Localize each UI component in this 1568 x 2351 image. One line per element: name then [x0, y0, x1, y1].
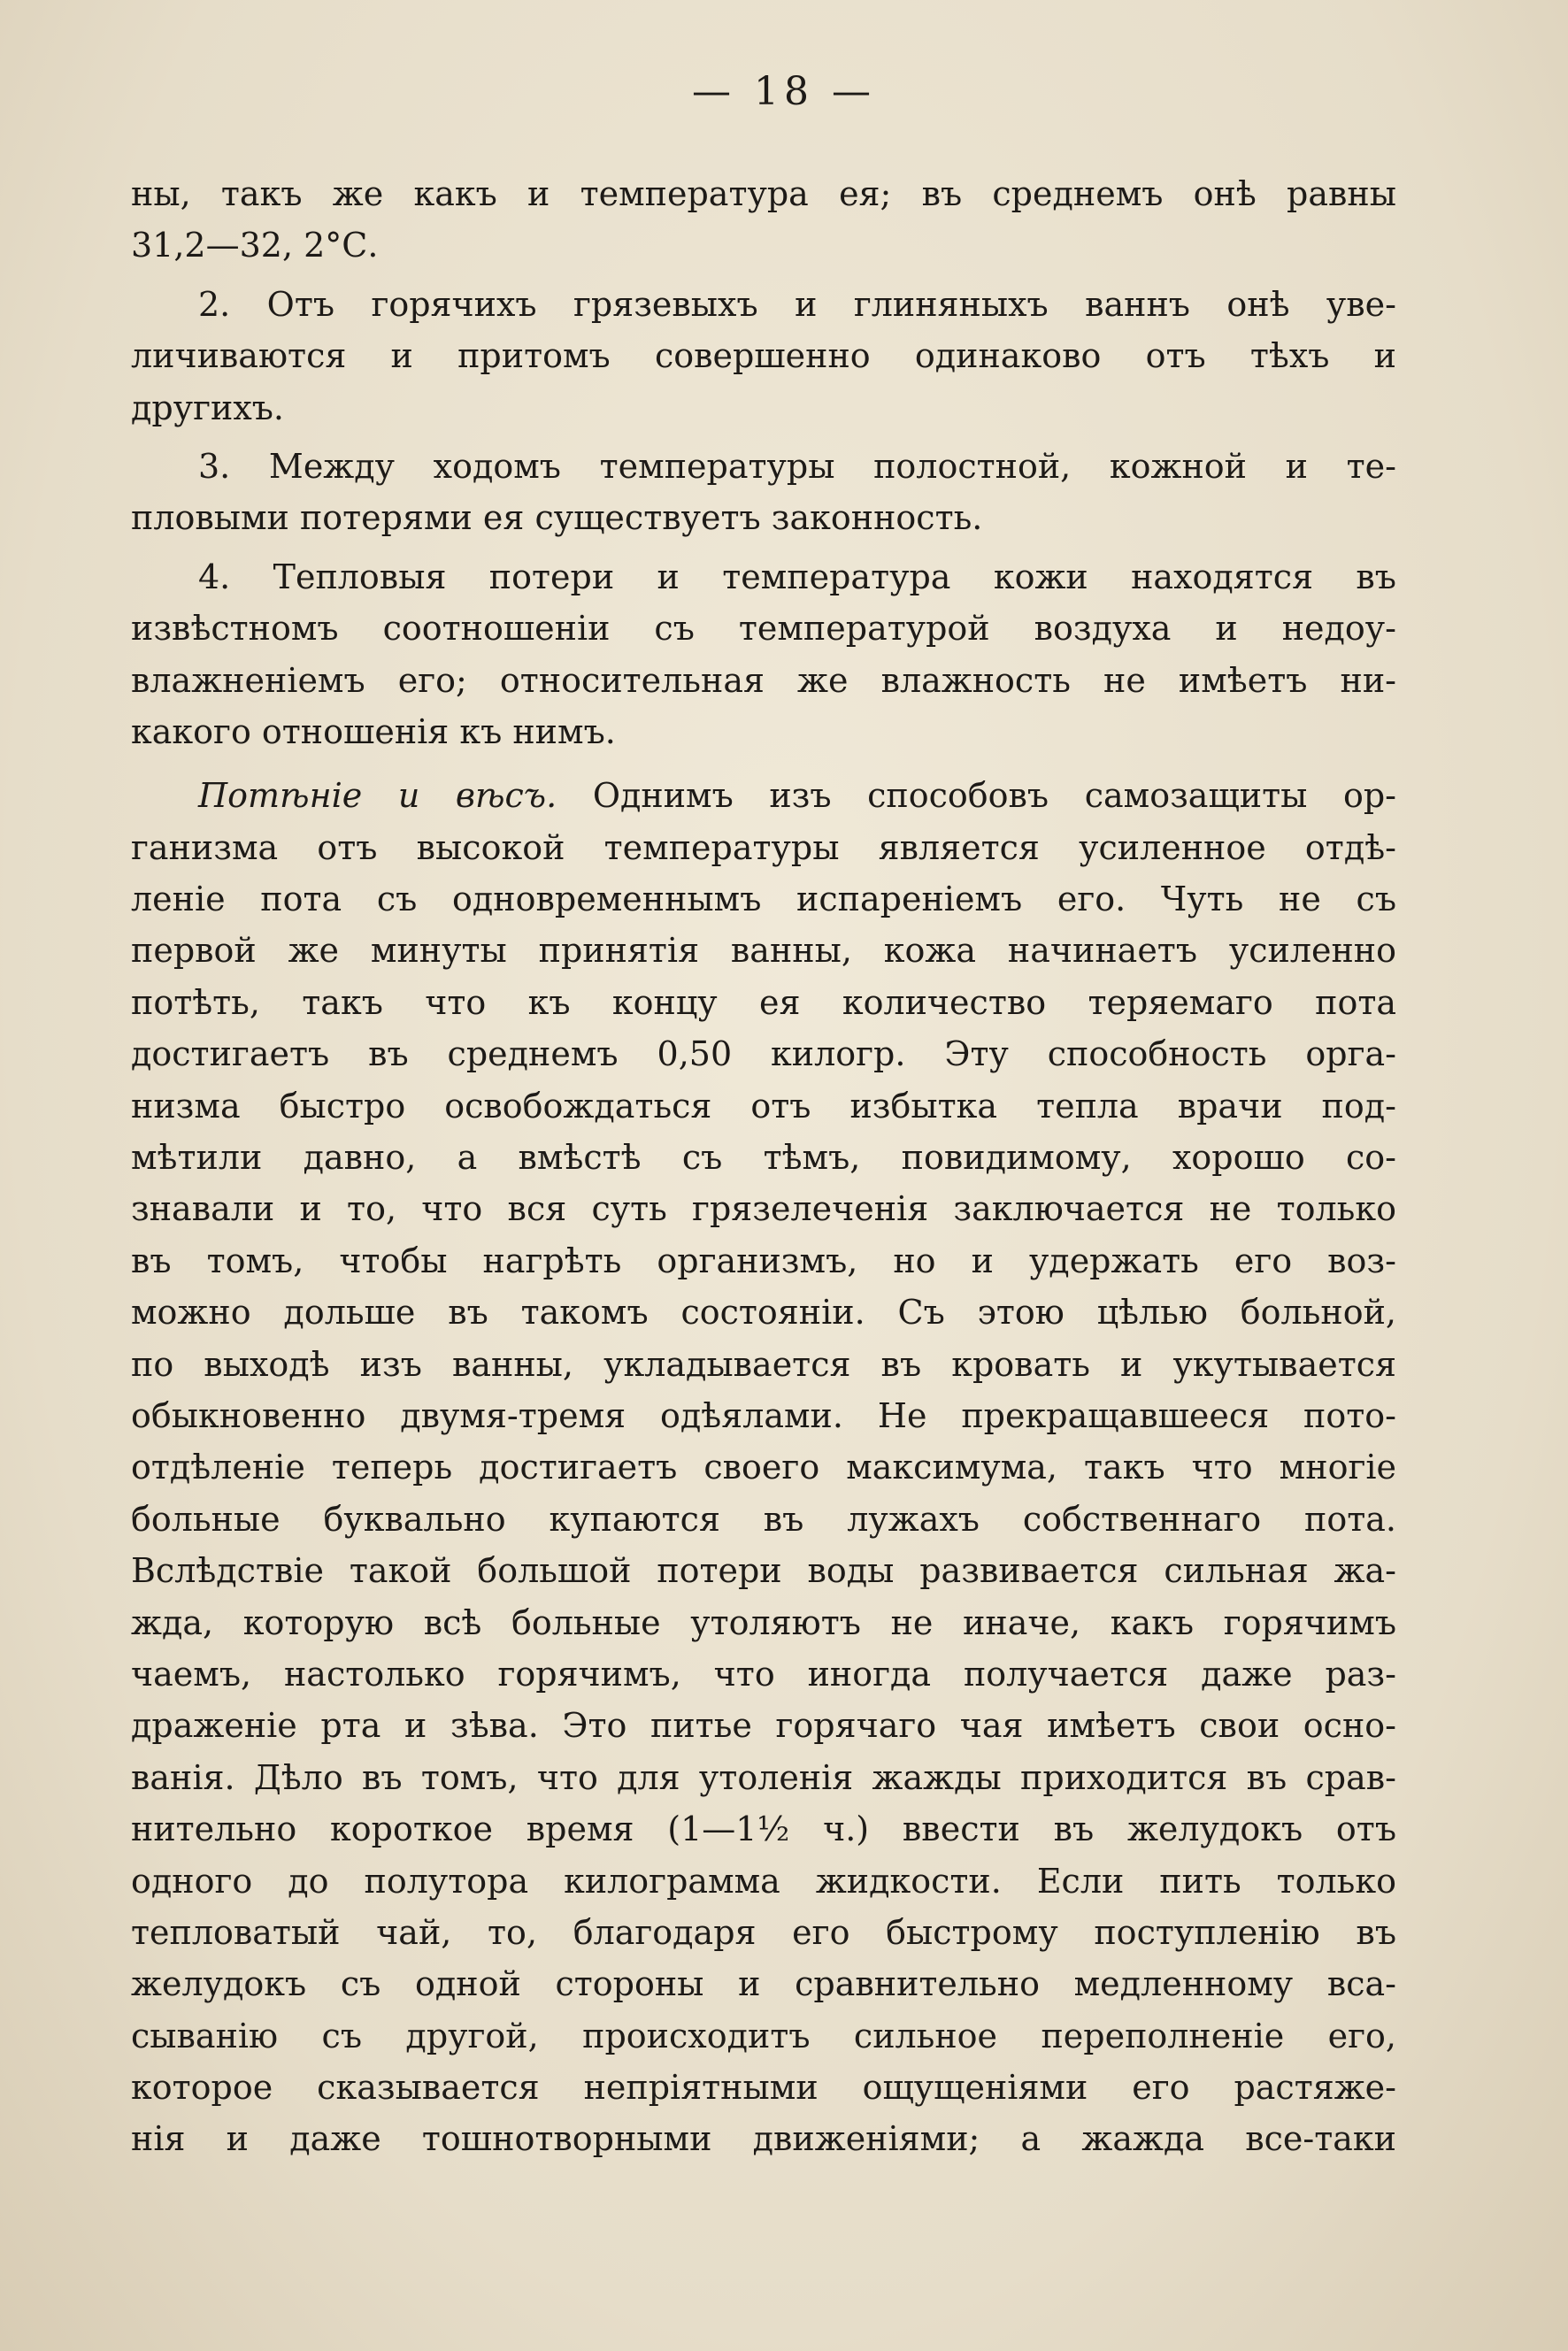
- text-line: больные буквально купаются въ лужахъ собственнаго пота.: [131, 1499, 1396, 1539]
- text-line: нительно короткое время (1—1½ ч.) ввести въ желудокъ отъ: [131, 1809, 1396, 1849]
- text-line: потѣть, такъ что къ концу ея количество теряемаго пота: [131, 982, 1396, 1022]
- text-line: сыванію съ другой, происходитъ сильное переполненіе его,: [131, 2016, 1396, 2055]
- text-line: Вслѣдствіе такой большой потери воды развивается сильная жа-: [131, 1551, 1396, 1591]
- text-line: 4. Тепловыя потери и температура кожи находятся въ: [198, 557, 1396, 596]
- body-text: [131, 168, 1396, 2165]
- text-line: одного до полутора килограмма жидкости. Если пить только: [131, 1861, 1396, 1901]
- text-line: личиваются и притомъ совершенно одинаково отъ тѣхъ и: [131, 336, 1396, 376]
- text-line: 2. Отъ горячихъ грязевыхъ и глиняныхъ ваннъ онѣ уве-: [198, 284, 1396, 324]
- text-line: знавали и то, что вся суть грязелеченія заключается не только: [131, 1189, 1396, 1229]
- text-line: можно дольше въ такомъ состояніи. Съ этою цѣлью больной,: [131, 1293, 1396, 1333]
- text-line: въ томъ, чтобы нагрѣть организмъ, но и удержать его воз-: [131, 1241, 1396, 1280]
- text-line: тепловатый чай, то, благодаря его быстрому поступленію въ: [131, 1912, 1396, 1952]
- text-line: пловыми потерями ея существуетъ законность.: [131, 498, 983, 538]
- text-line: ны, такъ же какъ и температура ея; въ среднемъ онѣ равны: [131, 174, 1396, 213]
- text-line: извѣстномъ соотношеніи съ температурой воздуха и недоу-: [131, 609, 1396, 649]
- page-number: — 18 —: [692, 69, 876, 114]
- text-line: 31,2—32, 2°С.: [131, 226, 379, 265]
- text-line: нія и даже тошнотворными движеніями; а жажда все-таки: [131, 2119, 1396, 2159]
- text-line: желудокъ съ одной стороны и сравнительно медленному вса-: [131, 1964, 1396, 2004]
- text-line: ганизма отъ высокой температуры является усиленное отдѣ-: [131, 827, 1396, 867]
- text-line: драженіе рта и зѣва. Это питье горячаго чая имѣетъ свои осно-: [131, 1706, 1396, 1746]
- text-line: влажненіемъ его; относительная же влажность не имѣетъ ни-: [131, 660, 1396, 700]
- text-line-rest: Однимъ изъ способовъ самозащиты ор-: [592, 776, 1396, 816]
- text-line: жда, которую всѣ больные утоляютъ не иначе, какъ горячимъ: [131, 1602, 1396, 1642]
- text-line: обыкновенно двумя-тремя одѣялами. Не прекращавшееся пото-: [131, 1395, 1396, 1435]
- text-line: достигаетъ въ среднемъ 0,50 килогр. Эту способность орга-: [131, 1034, 1396, 1074]
- text-line: первой же минуты принятія ванны, кожа начинаетъ усиленно: [131, 931, 1396, 971]
- text-line: 3. Между ходомъ температуры полостной, кожной и те-: [198, 446, 1396, 486]
- text-line: другихъ.: [131, 388, 285, 427]
- text-line: по выходѣ изъ ванны, укладывается въ кровать и укутывается: [131, 1344, 1396, 1384]
- text-line: мѣтили давно, а вмѣстѣ съ тѣмъ, повидимому, хорошо со-: [131, 1138, 1396, 1178]
- text-line: чаемъ, настолько горячимъ, что иногда получается даже раз-: [131, 1654, 1396, 1694]
- text-line: отдѣленіе теперь достигаетъ своего максимума, такъ что многіе: [131, 1448, 1396, 1487]
- text-line: какого отношенія къ нимъ.: [131, 711, 616, 751]
- text-line: [131, 770, 1396, 821]
- text-line: низма быстро освобождаться отъ избытка тепла врачи под-: [131, 1086, 1396, 1126]
- text-line: ванія. Дѣло въ томъ, что для утоленія жажды приходится въ срав-: [131, 1757, 1396, 1797]
- section-heading: Потѣніе и вѣсъ.: [198, 776, 557, 816]
- text-line: которое сказывается непріятными ощущеніями его растяже-: [131, 2068, 1396, 2108]
- text-line: леніе пота съ одновременнымъ испареніемъ его. Чуть не съ: [131, 880, 1396, 919]
